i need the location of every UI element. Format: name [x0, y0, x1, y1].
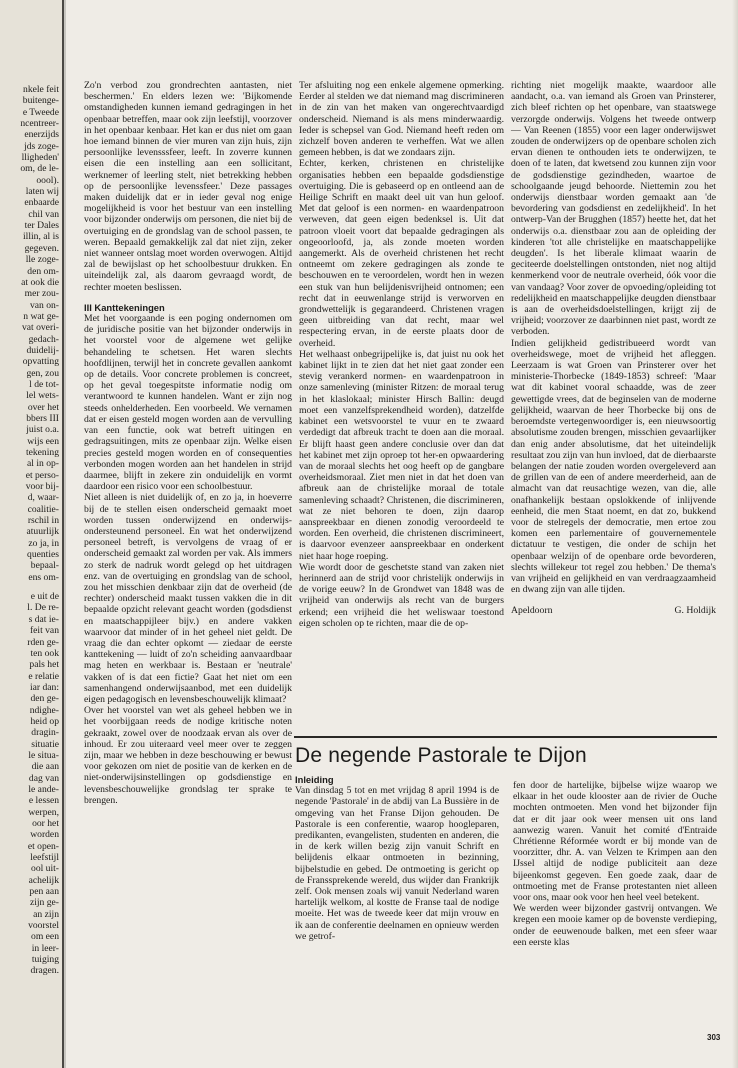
left-page-fragment: gedach- [28, 333, 59, 345]
left-page-fragment: bepaal- [30, 560, 59, 572]
left-page-fragment: dragen. [30, 965, 59, 977]
left-page-fragment: nkele feit [23, 84, 59, 95]
article2-column-2 [513, 780, 717, 948]
left-page-fragment: lel wets- [26, 390, 59, 402]
left-page-fragment: den om- [27, 265, 59, 277]
left-page-fragment: leefstijl [30, 852, 59, 864]
left-page-fragment: ter Dales [24, 220, 59, 232]
left-page-fragment: e relatie [28, 670, 59, 682]
left-page-fragment: illin, al is [23, 231, 59, 243]
paragraph: Het welhaast onbegrijpelijke is, dat juist nu ook het kabinet lijkt in te zien dat het niet gaat zonder een stevig verankerd normen- en waardenpatroon in onze samenleving (minister Ritzen: de moraal terug in het klaslokaal; minister Hirsch Ballin: deugd moet een vanzelfsprekendheid worden), datzelfde kabinet een wetsvoorstel te vuur en te zwaard verdedigt dat afbreuk tracht te doen aan die moraal. Er blijft haast geen andere conclusie over dan dat het kabinet met zijn oproep tot her-en opwaardering van de moraal slechts het oog heeft op de gangbare overheidsmoraal. Ziet men niet in dat het doen van afbreuk aan de christelijke moraal de totale samenleving schaadt? Christenen, die discrimineren, wat ze niet behoren te doen, zijn daarop aanspreekbaar en dienen zonodig veroordeeld te worden. Een overheid, die christenen discrimineert, is daarvoor evenzeer aanspreekbaar en onderkent niet haar hoge roeping. [299, 348, 504, 562]
left-page-fragment: e uit de [30, 591, 59, 603]
paragraph: Zo'n verbod zou grondrechten aantasten, niet beschermen.' En elders lezen we: 'Bijkomende omstandigheden kunnen iemand gedragingen in het openbaar betreffen, maar ook zijn leefstijl, voorzover in het openbaar kenbaar. Het kan er dus niet om gaan hoe iemand binnen de vier muren van zijn huis, zijn persoonlijke levensssfeer, leeft. In zoverre kunnen eisen die een instelling aan een sollicitant, werknemer of leerling stelt, niet betrekking hebben op de persoonlijke levenssfeer.' Deze passages maken duidelijk dat er in ieder geval nog enige mogelijkheid is voor het bestuur van een instelling voor bijzonder onderwijs om personen, die niet bij de overtuiging en de grondslag van de school passen, te weren. Bepaald gemakkelijk zal dat niet zijn, zeker niet wanneer ontslag moet worden overwogen. Altijd zal de bewijslast op het schoolbestuur drukken. En uiteindelijk zal, als daarom gevraagd wordt, de rechter moeten beslissen. [84, 80, 292, 293]
left-page-fragment: ens om- [28, 571, 59, 583]
left-page-edge [0, 0, 64, 1068]
left-page-fragment: coalitie- [27, 503, 59, 515]
paragraph: Indien gelijkheid gedistribueerd wordt van overheidswege, moet de vrijheid het afleggen. Leerzaam is wat Groen van Prinsterer over het ministerie-Thorbecke (1849-1853) schreef: 'Maar wat dit kabinet vooral schaadde, was de zeer gewettigde vrees, dat de beginselen van de moderne gelijkheid, waarvan de heer Thorbecke bij ons de beroemdste vertegenwoordiger is, een nieuwsoortig absolutisme zouden brengen, misschien gevaarlijker dan enig ander absolutisme, dat het uiteindelijk resultaat zou zijn van hun invloed, dat de dierbaarste belangen der natie zouden worden overgeleverd aan de grillen van de een of andere meerderheid, aan de almacht van dat reusachtige wezen, van die, alle onafhankelijk bestaan opslokkende of inlijvende eenheid, die men Staat noemt, en dat zo, bukkend voor de stelregels der democratie, men ertoe zou komen een parlementaire of gouvernementele dictatuur te vestigen, die onder de schijn het openbaar welzijn of de openbare orde bevorderen, slechts willekeur tot regel zou hebben.' De thema's van vrijheid en gelijkheid en van verdraagzaamheid en dwang zijn van alle tijden. [511, 337, 716, 596]
left-page-fragment: tekening [25, 447, 59, 458]
left-page-fragment: wijs een [27, 435, 59, 447]
left-page-fragment: pen aan [29, 886, 59, 898]
article1-column-1 [84, 80, 292, 806]
paragraph: Wie wordt door de geschetste stand van zaken niet herinnerd aan de strijd voor christelijk onderwijs in de vorige eeuw? In de Grondwet van 1848 was de vrijheid van onderwijs als recht van de burgers erkend; een vrijheid die het weliswaar toestond eigen scholen op te richten, maar die de op- [299, 561, 504, 629]
left-page-fragment: heid op [30, 715, 59, 727]
left-page-fragment: l de tot- [29, 378, 59, 390]
paragraph: Echter, kerken, christenen en christelijke organisaties hebben een bepaalde godsdienstige overtuiging. Die is gebaseerd op en ontleend aan de Heilige Schrift en maakt deel uit van hun geloof. Met dat geloof is een normen- en waardenpatroon verweven, dat geen eigen bedenksel is. Uit dat patroon vloeit voort dat bepaalde gedragingen als ongeoorloofd, ja, als zonde moeten worden aangemerkt. Als de overheid christenen het recht ontneemt om zekere gedragingen als zonde te beschouwen en te veroordelen, wordt hen in wezen een stuk van hun belijdenisvrijheid ontnomen; een recht dat in eeuwenlange strijd is verworven en grondwettelijk is gegarandeerd. Christenen vragen geen uitbreiding van dat recht, maar wel respectering ervan, in de eerste plaats door de overheid. [299, 158, 504, 349]
paragraph: fen door de hartelijke, bijbelse wijze waarop we elkaar in het oude klooster aan de rivier de Ouche mochten ontmoeten. Men vond het bijzonder fijn dat er dit jaar ook weer mensen uit ons land aanwezig waren. Vanuit het comité d'Entraide Chrétienne Réformée wordt er bij monde van de voorzitter, dhr. A. van Velzen te Krimpen aan den IJssel altijd de nodige publiciteit aan deze bijeenkomst gegeven. Een goede zaak, daar de ontmoeting met de Franse protestanten niet alleen voor ons, maar ook voor hen heel veel betekent. [513, 780, 717, 904]
paragraph: Met het voorgaande is een poging ondernomen om de juridische positie van het bijzonder onderwijs in het voorstel voor de algemene wet gelijke behandeling te schetsen. Het waren slechts hoofdlijnen, terwijl het in concrete gevallen aankomt op de details. Voor concrete problemen is concreet, op het geval toegespitste informatie nodig om verantwoord te kunnen handelen. Want er zijn nog steeds onhelderheden. Een voorbeeld. We vernamen dat er eisen gesteld mogen worden aan de vervulling van een functie, ook wat betreft uitingen en gedragsuitingen, mits ze openbaar zijn. Welke eisen precies gesteld mogen worden en of consequenties verbonden mogen worden aan het handelen in strijd daarmee, blijft in zekere zin onduidelijk en vormt daardoor een risico voor een schoolbestuur. [84, 313, 292, 493]
left-page-fragment: chil van [28, 208, 59, 220]
left-page-fragment: et open- [27, 840, 59, 852]
left-page-fragment: le situa- [28, 749, 59, 761]
paragraph: richting niet mogelijk maakte, waardoor alle aandacht, o.a. van iemand als Groen van Prinsterer, zich bleef richten op het openbare, van staatswege verzorgde onderwijs. Volgens het tweede ontwerp — Van Reenen (1855) voor een lager onderwijswet zouden de onderwijzers op de openbare scholen zich ervan dienen te onthouden iets te onderwijzen, te doen of te laten, dat kwetsend zou kunnen zijn voor de godsdienstige gezindheden, waartoe de schoolgaande jeugd behoorde. Niettemin zou het onderwijs dienstbaar worden gemaakt aan 'de bevordering van godsdienst en zedelijkheid'. In het ontwerp-Van der Brugghen (1857) heette het, dat het onderwijs o.a. dienstbaar zou aan de opleiding der kinderen 'tot alle christelijke en maatschappelijke deugden'. Is het liberale klimaat waarin de geciteerde doelstellingen ontstonden, niet nog altijd kenmerkend voor de neutrale overheid, óók voor die van vandaag? Voor zover de opvoeding/opleiding tot redelijkheid en maatschappelijke deugden dienstbaar is aan de overheidsdoelstellingen, krijgt zij de vrijheid; voorzover ze daarbinnen niet past, wordt ze verboden. [511, 80, 716, 338]
left-page-fragment: enbaarde [24, 197, 59, 209]
left-page-fragment: van on- [29, 299, 59, 311]
left-page-fragment: enerzijds [24, 129, 59, 141]
article2-column-1 [295, 774, 499, 942]
paragraph: Over het voorstel van wet als geheel hebben we in het voorbijgaan reeds de nodige kritische noten gekraakt, zowel over de noodzaak ervan als over de inhoud. Er zou uiteraard veel meer over te zeggen zijn, maar we hebben in deze beschouwing er bewust voor gekozen om niet de positie van de kerken en de niet-onderwijsinstellingen op godsdienstige en levensbeschouwelijke grondslag ter sprake te brengen. [84, 705, 292, 806]
left-page-fragment: zijn ge- [29, 897, 59, 909]
left-page-fragment: opvatting [22, 356, 59, 368]
left-page-fragment: buitenge- [22, 95, 59, 107]
left-page-fragment: n wat ge- [23, 310, 59, 322]
article2-title: De negende Pastorale te Dijon [295, 744, 587, 767]
left-page-fragment: situatie [31, 738, 59, 750]
section-heading: III Kanttekeningen [84, 301, 165, 313]
left-page-fragment: iar dan: [29, 681, 59, 693]
left-page-fragment: laten wij [25, 186, 59, 198]
left-page-fragment: le ande- [28, 783, 59, 795]
left-page-fragment: atuurlijk [26, 526, 59, 538]
left-page-fragment: dag van [28, 772, 59, 784]
left-page-fragment: al in op- [27, 458, 59, 470]
left-page-fragment: om een [31, 931, 59, 943]
left-page-fragment: ncentreer- [20, 118, 59, 130]
article1-column-2 [299, 80, 504, 629]
article-divider [294, 736, 717, 738]
left-page-fragment: gen, zou [26, 367, 59, 379]
left-page-fragment: lligheden' [21, 152, 59, 164]
left-page-fragment: gegeven. [24, 242, 59, 254]
left-page-fragment: achelijk [28, 874, 59, 886]
page-edge-shadow [732, 0, 738, 1068]
left-page-fragment: vat overi- [21, 322, 59, 334]
left-page-fragment: duidelij- [26, 344, 59, 356]
left-page-fragment: quenties [27, 549, 59, 561]
left-page-fragment: over het [27, 401, 59, 413]
left-page-fragment: rschil in [27, 515, 59, 527]
left-page-fragment: oool). [36, 174, 59, 186]
left-page-fragment: ten ook [30, 647, 59, 659]
signature [511, 605, 716, 616]
left-page-fragment: om, de le- [20, 163, 59, 175]
signature-place: Apeldoorn [511, 605, 553, 617]
article1-column-3 [511, 80, 716, 617]
page-number: 303 [707, 1033, 721, 1042]
left-page-fragment: ool uit- [31, 863, 59, 875]
left-page-fragment: die aan [31, 761, 59, 773]
left-page-fragment: oor het [32, 818, 59, 829]
left-page-fragment: jds zoge- [24, 140, 59, 152]
paragraph: Ter afsluiting nog een enkele algemene opmerking. Eerder al stelden we dat niemand mag discrimineren in de zin van het maken van ongerechtvaardigd onderscheid. Niemand is als mens minderwaardig. Ieder is schepsel van God. Niemand heeft reden om zichzelf boven anderen te verheffen. Wat we allen gemeen hebben, is dat we zondaars zijn. [299, 80, 504, 159]
left-page-fragment: werpen, [28, 806, 59, 818]
left-page-fragment: juist o.a. [26, 424, 59, 436]
left-page-fragment: l. De re- [27, 602, 59, 614]
left-page-fragment: feit van [29, 625, 59, 637]
left-page-fragment: d, waar- [27, 492, 59, 504]
left-page-fragment: dragin- [31, 727, 59, 739]
left-page-fragment: worden [30, 829, 59, 841]
left-page-fragment: at ook die [21, 276, 59, 288]
left-page-fragment: et perso- [25, 469, 59, 481]
left-page-fragments [0, 84, 59, 977]
left-page-fragment: den ge- [30, 693, 59, 705]
signature-author: G. Holdijk [674, 605, 716, 617]
left-page-fragment: tuiging [31, 954, 59, 966]
left-page-fragment: lle zoge- [25, 254, 59, 266]
paragraph: We werden weer bijzonder gastvrij ontvangen. We kregen een mooie kamer op de bovenste verdieping, onder de eeuwenoude balken, met een sfeer waar een eerste klas [513, 903, 717, 948]
left-page-fragment: in leer- [31, 942, 59, 954]
left-page-fragment: ndighe- [29, 704, 59, 716]
left-page-fragment: rden ge- [27, 636, 59, 648]
left-page-fragment: an zijn [33, 908, 59, 920]
left-page-fragment: voorstel [28, 920, 59, 932]
paragraph: Van dinsdag 5 tot en met vrijdag 8 april 1994 is de negende 'Pastorale' in de abdij van La Bussière in de omgeving van het Franse Dijon gehouden. De Pastorale is een conferentie, waarop hooglераren, predikanten, evangelisten, studenten en anderen, die in de kerk willen bezig zijn vanuit Schrift en belijdenis elkaar ontmoeten in bezinning, bijbelstudie en gebed. De ontmoeting is gericht op de Franssprekende wereld, dus wijder dan Frankrijk zelf. Ook mensen zoals wij vanuit Nederland waren hartelijk welkom, al kostte de Franse taal de nodige moeite. Het was de tweede keer dat mijn vrouw en ik aan de conferentie deelnamen en opnieuw werden we getrof- [295, 785, 499, 942]
right-page [66, 0, 738, 1068]
left-page-fragment: s dat ie- [28, 613, 59, 625]
left-page-fragment: e Tweede [22, 106, 59, 118]
left-page-fragment: zo ja, in [28, 537, 59, 549]
article2-subtitle: Inleiding [295, 774, 334, 785]
left-page-fragment: bbers III [26, 412, 59, 424]
left-page-fragment: voor bij- [25, 481, 59, 493]
left-page-fragment: e lessen [28, 795, 59, 807]
left-page-fragment: pals het [29, 659, 59, 671]
left-page-fragment: mer zou- [24, 288, 59, 300]
paragraph: Niet alleen is niet duidelijk of, en zo ja, in hoeverre bij de te stellen eisen onderscheid gemaakt moet worden tussen onderwijzend en onderwijs-ondersteunend personeel. En wat het onderwijzend personeel betreft, is vervolgens de vraag of er onderscheid gemaakt zal worden per vak. Als immers zo sterk de nadruk wordt gelegd op het uitdragen enz. van de overtuiging en grondslag van de school, zou het misschien denkbaar zijn dat de overheid (de rechter) onderscheid maakt tussen vakken die in dit bepaalde opzicht relevant geacht worden (godsdienst en maatschappijleer bijv.) en andere vakken waarvoor dat minder of in het geheel niet geldt. De vraag die dan echter opkomt — ziedaar de eerste kanttekening — luidt of zo'n scheiding aanvaardbaar mag heten en werkbaar is. Bestaan er 'neutrale' vakken of is dat een fictie? Gaat het niet om een samenhangend onderwijsaanbod, met een duidelijk eigen pedagogisch en levensbeschouwelijk klimaat? [84, 492, 292, 705]
